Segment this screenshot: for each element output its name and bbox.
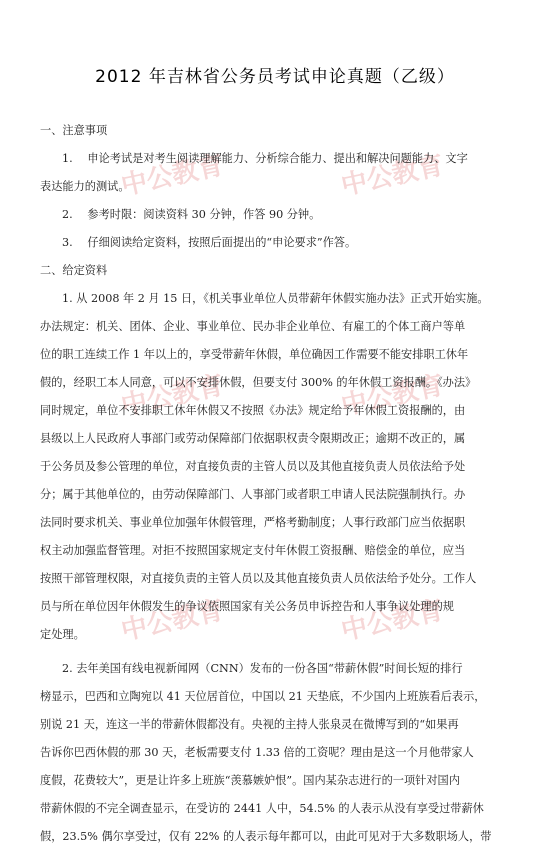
watermark-text: 中公教育 xyxy=(118,370,227,422)
section-heading: 一、注意事项 xyxy=(40,124,108,137)
paragraph-line: 员与所在单位因年休假发生的争议依照国家有关公务员申诉控告和人事争议处理的规 xyxy=(40,600,454,613)
paragraph-line: 表达能力的测试。 xyxy=(40,180,130,193)
watermark xyxy=(337,590,446,648)
watermark-text: 中公教育 xyxy=(118,150,227,202)
paragraph-line: 法同时要求机关、事业单位加强年休假管理，严格考勤制度；人事行政部门应当依据职 xyxy=(40,516,466,529)
paragraph-line: 分；属于其他单位的，由劳动保障部门、人事部门或者职工申请人民法院强制执行。办 xyxy=(40,488,466,501)
paragraph-line: 假的，经职工本人同意，可以不安排休假，但要支付 300% 的年休假工资报酬。《办法》 xyxy=(40,376,477,389)
watermark-text: 中公教育 xyxy=(338,595,447,647)
page-title: 2012 年吉林省公务员考试申论真题（乙级） xyxy=(95,67,455,87)
paragraph-line: 县级以上人民政府人事部门或劳动保障部门依据职权责令限期改正；逾期不改正的，属 xyxy=(40,432,466,445)
paragraph-line: 3. 仔细阅读给定资料，按照后面提出的“申论要求”作答。 xyxy=(62,236,357,249)
paragraph-line: 按照干部管理权限，对直接负责的主管人员以及其他直接负责人员依法给予处分。工作人 xyxy=(40,572,477,585)
paragraph-line: 别说 21 天，连这一半的带薪休假都没有。央视的主持人张泉灵在微博写到的“如果再 xyxy=(40,718,459,731)
paragraph-line: 度假，花费较大”，更是让许多上班族“羡慕嫉妒恨”。国内某杂志进行的一项针对国内 xyxy=(40,774,460,787)
watermark xyxy=(117,590,226,648)
paragraph-line: 于公务员及参公管理的单位，对直接负责的主管人员以及其他直接负责人员依法给予处 xyxy=(40,460,466,473)
watermark-text: 中公教育 xyxy=(338,150,447,202)
paragraph-line: 2. 去年美国有线电视新闻网（CNN）发布的一份各国“带薪休假”时间长短的排行 xyxy=(62,662,463,675)
section-heading: 二、给定资料 xyxy=(40,264,108,277)
paragraph-line: 1. 申论考试是对考生阅读理解能力、分析综合能力、提出和解决问题能力、文字 xyxy=(62,152,468,165)
paragraph-line: 告诉你巴西休假的那 30 天，老板需要支付 1.33 倍的工资呢？理由是这一个月他带家人 xyxy=(40,746,474,759)
paragraph-line: 定处理。 xyxy=(40,628,85,641)
paragraph-line: 同时规定，单位不安排职工休年休假又不按照《办法》规定给予年休假工资报酬的，由 xyxy=(40,404,466,417)
paragraph-line: 榜显示，巴西和立陶宛以 41 天位居首位，中国以 21 天垫底，不少国内上班族看后表示， xyxy=(40,690,486,703)
paragraph-line: 带薪休假的不完全调查显示，在受访的 2441 人中，54.5% 的人表示从没有享受过带薪休 xyxy=(40,802,484,815)
paragraph-line: 1. 从 2008 年 2 月 15 日，《机关事业单位人员带薪年休假实施办法》正式开始实施。 xyxy=(62,292,489,305)
watermark-text: 中公教育 xyxy=(338,370,447,422)
paragraph-line: 权主动加强监督管理。对拒不按照国家规定支付年休假工资报酬、赔偿金的单位，应当 xyxy=(40,544,466,557)
paragraph-line: 位的职工连续工作 1 年以上的，享受带薪年休假，单位确因工作需要不能安排职工休年 xyxy=(40,348,469,361)
paragraph-line: 办法规定：机关、团体、企业、事业单位、民办非企业单位、有雇工的个体工商户等单 xyxy=(40,320,466,333)
paragraph-line: 假，23.5% 偶尔享受过，仅有 22% 的人表示每年都可以，由此可见对于大多数职场人，带 xyxy=(40,830,492,843)
paragraph-line: 2. 参考时限：阅读资料 30 分钟，作答 90 分钟。 xyxy=(62,208,321,221)
watermark-text: 中公教育 xyxy=(118,595,227,647)
